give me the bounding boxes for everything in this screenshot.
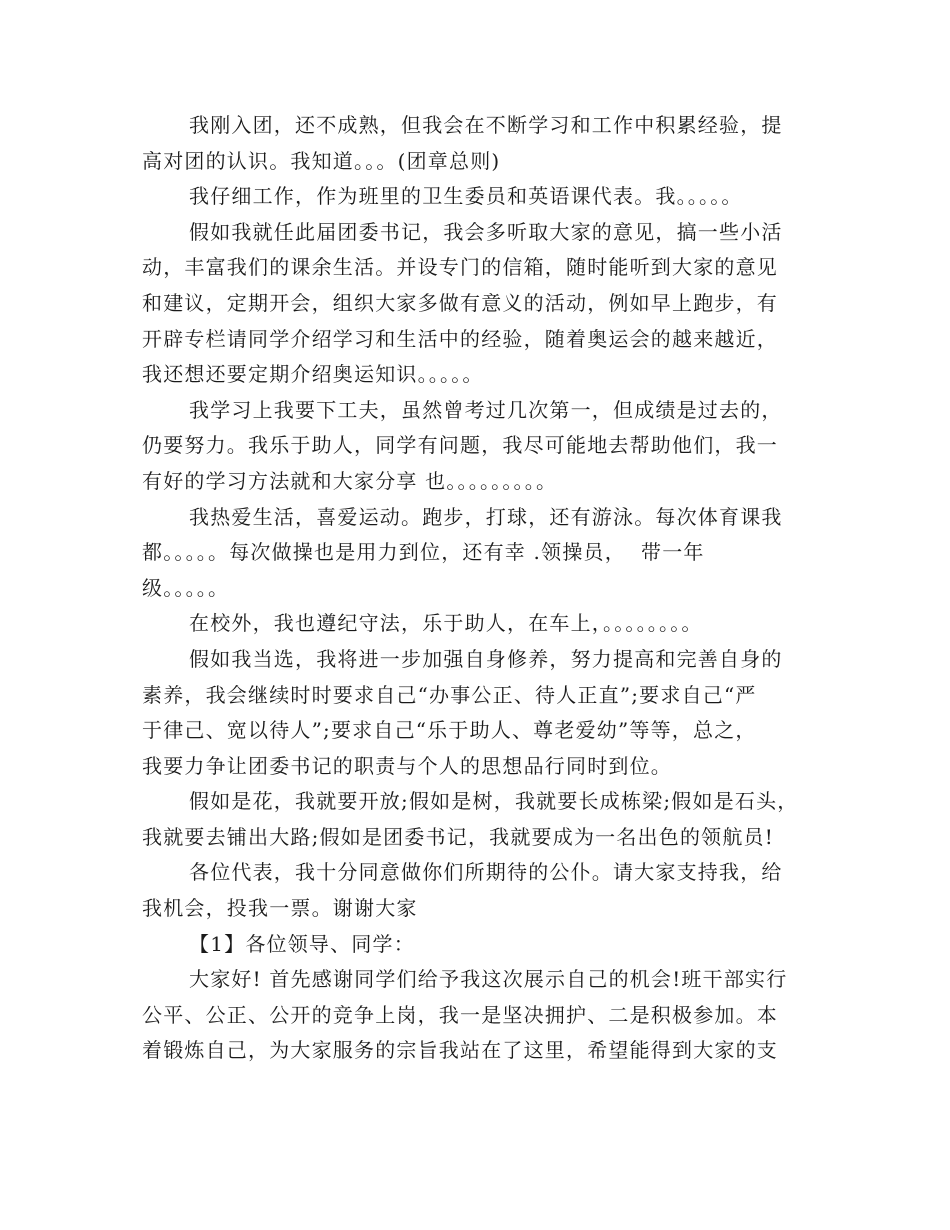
text-line: 我热爱生活，喜爱运动。跑步，打球，还有游泳。每次体育课我	[189, 504, 783, 529]
text-line: 有好的学习方法就和大家分享 也。。。。。。。。。	[142, 468, 558, 493]
paragraph	[142, 962, 812, 1069]
paragraph	[142, 642, 812, 784]
text-line: 着锻炼自己，为大家服务的宗旨我站在了这里，希望能得到大家的支	[142, 1038, 778, 1063]
document-body	[142, 108, 812, 1069]
text-line: 我仔细工作，作为班里的卫生委员和英语课代表。我。。。。。	[189, 184, 743, 209]
paragraph	[142, 606, 812, 642]
text-line: 在校外，我也遵纪守法，乐于助人，在车上，。。。。。。。。	[189, 611, 703, 636]
text-line: 我机会，投我一票。谢谢大家	[142, 896, 418, 921]
text-line: 各位代表，我十分同意做你们所期待的公仆。请大家支持我，给	[189, 860, 783, 885]
paragraph	[142, 855, 812, 926]
text-line: 级。。。。。	[142, 575, 230, 600]
text-line: 高对团的认识。我知道。。。(团章总则)	[142, 148, 501, 173]
text-line: 我学习上我要下工夫，虽然曾考过几次第一，但成绩是过去的，	[189, 397, 783, 422]
text-line: 假如我当选，我将进一步加强自身修养，努力提高和完善自身的	[189, 646, 783, 671]
text-line: 和建议，定期开会，组织大家多做有意义的活动，例如早上跑步，有	[142, 290, 778, 315]
text-line: 开辟专栏请同学介绍学习和生活中的经验，随着奥运会的越来越近，	[142, 326, 778, 351]
paragraph	[142, 215, 812, 393]
text-line: 我要力争让团委书记的职责与个人的思想品行同时到位。	[142, 753, 672, 778]
paragraph	[142, 927, 812, 963]
text-line: 素养，我会继续时时要求自己“办事公正、待人正直”;要求自己“严	[142, 682, 757, 707]
text-line: 假如是花，我就要开放;假如是树，我就要长成栋梁;假如是石头，	[189, 789, 799, 814]
text-line: 大家好! 首先感谢同学们给予我这次展示自己的机会!班干部实行	[189, 967, 788, 992]
text-line: 我就要去铺出大路;假如是团委书记，我就要成为一名出色的领航员!	[142, 824, 774, 849]
paragraph	[142, 500, 812, 607]
paragraph	[142, 784, 812, 855]
text-line: 我还想还要定期介绍奥运知识。。。。。	[142, 362, 484, 387]
paragraph	[142, 393, 812, 500]
paragraph	[142, 108, 812, 179]
text-line: 都。。。。。每次做操也是用力到位，还有幸 .领操员， 带一年	[142, 540, 705, 565]
text-line: 我刚入团，还不成熟，但我会在不断学习和工作中积累经验，提	[189, 113, 783, 137]
text-line: 于律己、宽以待人”;要求自己“乐于助人、尊老爱幼”等等，总之，	[142, 718, 757, 743]
text-line: 公平、公正、公开的竞争上岗，我一是坚决拥护、二是积极参加。本	[142, 1002, 778, 1027]
text-line: 假如我就任此届团委书记，我会多听取大家的意见，搞一些小活	[189, 219, 783, 244]
text-line: 动，丰富我们的课余生活。并设专门的信箱，随时能听到大家的意见	[142, 255, 778, 280]
paragraph	[142, 179, 812, 215]
text-line: 【1】各位领导、同学：	[189, 931, 415, 956]
text-line: 仍要努力。我乐于助人，同学有问题，我尽可能地去帮助他们，我一	[142, 433, 778, 458]
